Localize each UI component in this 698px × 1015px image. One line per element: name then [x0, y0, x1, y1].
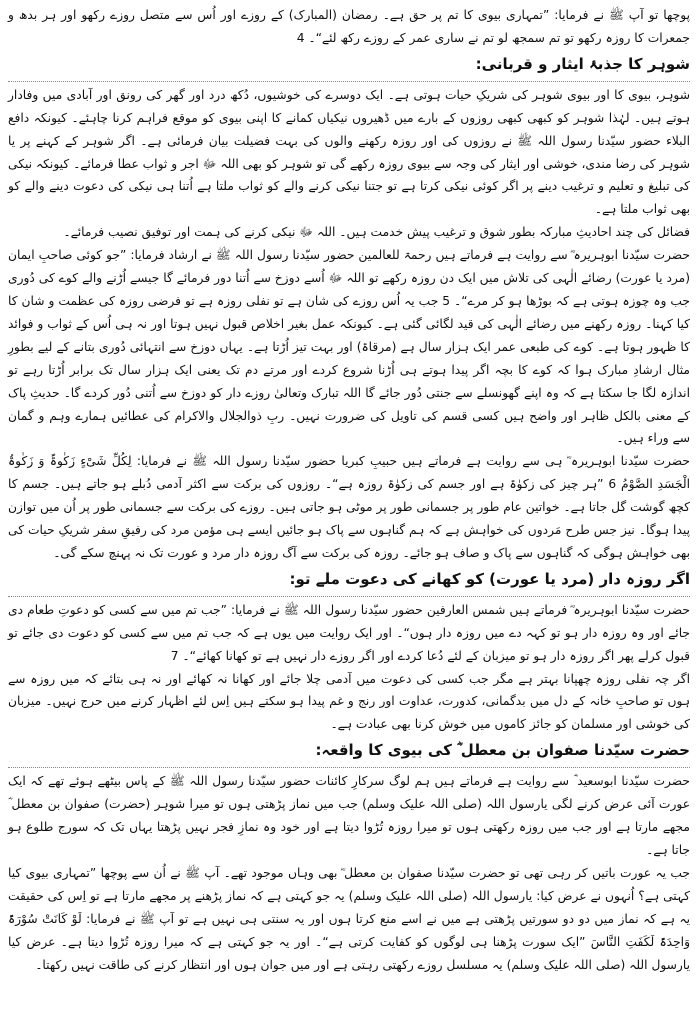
section-heading-invitation: اگر روزہ دار (مرد یا عورت) کو کھانے کی دعوت ملے تو:	[8, 567, 690, 597]
section-heading-safwan-wife: حضرت سیّدنا صفوان بن معطل ؓ کی بیوی کا واقعہ:	[8, 738, 690, 768]
paragraph-safwan-reply: جب یہ عورت باتیں کر رہی تھی تو حضرت سیّدنا صفوان بن معطل ؓ بھی وہاں موجود تھے۔ آپ ﷺ نے اُن سے پوچھا ”تمہاری بیوی کیا کہتی ہے؟ اُنہوں نے عرض کیا: یارسول اللہ (صلی اللہ علیک وسلم) یہ جو کہتی ہے کہ نماز پڑھنے پر مجھے مارتا ہے تو اِس کی حقیقت یہ ہے کہ نماز میں دو دو سورتیں پڑھتی ہے میں نے اسے منع کرتا ہوں اور یہ سنتی ہی نہیں ہے تو آپ ﷺ نے فرمایا: لَوْ کَانَتْ سُوْرَۃً وَاحِدَۃً لَکَفَتِ النَّاسَ ”ایک سورت پڑھنا ہی لوگوں کو کفایت کرتی ہے“۔ اور یہ جو کہتی ہے کہ میرا روزہ تُڑوا دیتا ہے۔ عرض کیا یارسول اللہ (صلی اللہ علیک وسلم) یہ مسلسل روزے رکھتی رہتی ہے اور میں جوان ہوں اور انتظار کرنے کی طاقت نہیں رکھتا۔	[8, 865, 690, 972]
paragraph-hadith-zakat: حضرت سیّدنا ابوہریرہ ؓ ہی سے روایت ہے فرماتے ہیں حبیبِ کبریا حضور سیّدنا رسول اللہ ﷺ نے فرمایا: لِکُلِّ شَیْءٍ زَکٰوۃٌ وَ زَکٰوۃُ الْجَسَدِ الصَّوْمُ 6 ”ہر چیز کی زکوٰۃ ہے اور جسم کی زکوٰۃ روزہ ہے“۔ روزوں کی برکت سے اکثر آدمی دُبلے ہو جاتے ہیں۔ جسم کا کچھ گوشت گل جاتا ہے۔ خواتین عام طور پر جسمانی طور پر موٹی ہو جاتی ہیں۔ روزے کی برکت سے جسمانی طور پر اُن میں توازن پیدا ہوگا۔ نیز جس طرح مَردوں کی خواہش ہے کہ ہم گناہوں سے پاک ہو جائیں ایسے ہی مؤمن مرد کی رفیقِ سفر شریکِ حیات کی بھی خواہش ہوگی کہ گناہوں سے پاک و صاف ہو جائے۔ روزہ کی برکت سے آگ روزہ دار مرد و عورت تک نہ پہنچ سکے گی۔	[8, 454, 690, 560]
paragraph-hide-nafl-fast: اگر چہ نفلی روزہ چھپانا بہتر ہے مگر جب کسی کی دعوت میں آدمی چلا جائے اور کھانا نہ کھائے اور نہ ہی بتائے کہ میں روزہ سے ہوں تو صاحبِ خانہ کے دل میں بدگمانی، کدورت، عداوت اور رنج و غم پیدا ہو سکتے ہیں اِس لئے اظہار کرنے میں حرج نہیں۔ میزبان کی خوشی اور مسلمان کو جائز کاموں میں خوش کرنا بھی عبادت ہے۔	[8, 671, 690, 732]
paragraph-safwan-complaint: حضرت سیّدنا ابوسعید ؓ سے روایت ہے فرماتے ہیں ہم لوگ سرکارِ کائنات حضور سیّدنا رسول اللہ ﷺ کے پاس بیٹھے ہوئے تھے کہ ایک عورت آئی عرض کرنے لگی یارسول اللہ (صلی اللہ علیک وسلم) جب میں نماز پڑھتی ہوں تو میرا شوہر (حضرت) صفوان بن معطل ؓ مجھے مارتا ہے اور جب میں روزہ رکھتی ہوں تو میرا روزہ تُڑوا دیتا ہے اور خود وہ نمازِ فجر نہیں پڑھتا یہاں تک کہ سورج طلوع ہو جاتا ہے۔	[8, 774, 690, 857]
paragraph-husband-role: شوہر، بیوی کا اور بیوی شوہر کی شریکِ حیات ہوتی ہے۔ ایک دوسرے کی خوشیوں، دُکھ درد اور گھر کی رونق اور آبادی میں وفادار ہوتے ہیں۔ لہٰذا شوہر کو کبھی کبھی روزوں کے بارے میں ڈھیروں نیکیاں کمانے کا اپنی بیوی کو موقع فراہم کرنا چاہئے۔ کیونکہ دافع البلاء حضور سیّدنا رسول اللہ ﷺ نے روزوں کی اور روزہ رکھنے والوں کی بہت فضیلت بیان فرمائی ہے۔ اگر شوہر کے کہنے پر یا شوہر کی رضا مندی، خوشی اور ایثار کی وجہ سے بیوی روزہ رکھے گی تو شوہر کو بھی اللہ ﷻ اجر و ثواب عطا فرمائے۔ کیونکہ نیکی کی تبلیغ و تعلیم و ترغیب دینے پر اگر کوئی نیکی کرتا ہے تو جتنا نیکی کرنے والے کو ثواب ملتا ہے اُتنا ہی نیکی کی دعوت دینے والے کو بھی ثواب ملتا ہے۔	[8, 87, 690, 217]
section-heading-husband-sacrifice: شوہر کا جذبۂ ایثار و قربانی:	[8, 52, 690, 82]
opening-paragraph: پوچھا تو آپ ﷺ نے فرمایا: ”تمہاری بیوی کا تم پر حق ہے۔ رمضان (المبارک) کے روزے اور اُس سے متصل روزے رکھو اور ہر بدھ و جمعرات کا روزہ رکھو تو تم سمجھ لو تم نے ساری عمر کے روزے رکھ لئے“۔ 4	[8, 8, 690, 45]
paragraph-virtues-intro: فضائل کی چند احادیثِ مبارکہ بطور شوق و ترغیب پیش خدمت ہیں۔ اللہ ﷻ نیکی کرنے کی ہمت اور توفیق نصیب فرمائے۔	[63, 225, 690, 240]
paragraph-hadith-crow: حضرت سیّدنا ابوہریرہ ؓ سے روایت ہے فرماتے ہیں رحمۃ للعالمین حضور سیّدنا رسول اللہ ﷺ نے ارشاد فرمایا: ”جو کوئی صاحبِ ایمان (مرد یا عورت) رضائے الٰہی کی تلاش میں ایک دن روزہ رکھے تو اللہ ﷻ اُسے دوزخ سے اُتنا دور فرمائے گا جیسے اُڑنے والے کوے کی دُوری جب وہ چوزہ ہوتی ہے کہ بوڑھا ہو کر مرے“۔ 5 جب یہ اُس روزے کی شان ہے تو نفلی روزہ ہے تو فرضی روزہ کی عظمت و شان کا کیا کہنا۔ روزہ رکھنے میں رضائے الٰہی کی قید لگائی گئی ہے۔ کیونکہ عمل بغیر اخلاص قبول نہیں ہوتا اور نہ ہی اُس کے ثواب و فوائد کا ظہور ہوتا ہے۔ کوے کی طبعی عمر ایک ہزار سال ہے (مرقاۃ) اور بہت تیز اُڑتا ہے۔ یہاں دوزخ سے انتہائی دُوری بتانے کے لیے بطورِ مثال ارشادِ مبارک ہوا کہ کوے کا بچہ اگر پیدا ہوتے ہی اُڑنا شروع کردے اور مرتے دم تک یعنی ایک ہزار سال تک برابر اُڑتا رہے تو اندازہ لگا جا سکتا ہے کہ وہ اپنے گھونسلے سے جنتی دُور جائے گا اللہ تبارک وتعالیٰ روزے دار کو دوزخ سے اُتنی دُور کردے گا۔ حدیثِ پاک کے معنی بالکل ظاہر اور واضح ہیں کسی قسم کی تاویل کی ضرورت نہیں۔ ربِ ذوالجلال والاکرام کی عطائیں ہمارے وہم و گمان سے وراء ہیں۔	[8, 248, 690, 446]
paragraph-hadith-invitation: حضرت سیّدنا ابوہریرہ ؓ فرماتے ہیں شمس العارفین حضور سیّدنا رسول اللہ ﷺ نے فرمایا: ”جب تم میں سے کسی کو دعوتِ طعام دی جائے اور وہ روزہ دار ہو تو کہہ دے میں روزہ دار ہوں“۔ اور ایک روایت میں یوں ہے کہ جب تم میں سے کسی کو دعوت دی جائے تو قبول کرلے پھر اگر روزہ دار ہو تو میزبان کے لئے دُعا کردے اور اگر روزے دار نہیں ہے تو کھانا کھائے“۔ 7	[8, 602, 690, 663]
